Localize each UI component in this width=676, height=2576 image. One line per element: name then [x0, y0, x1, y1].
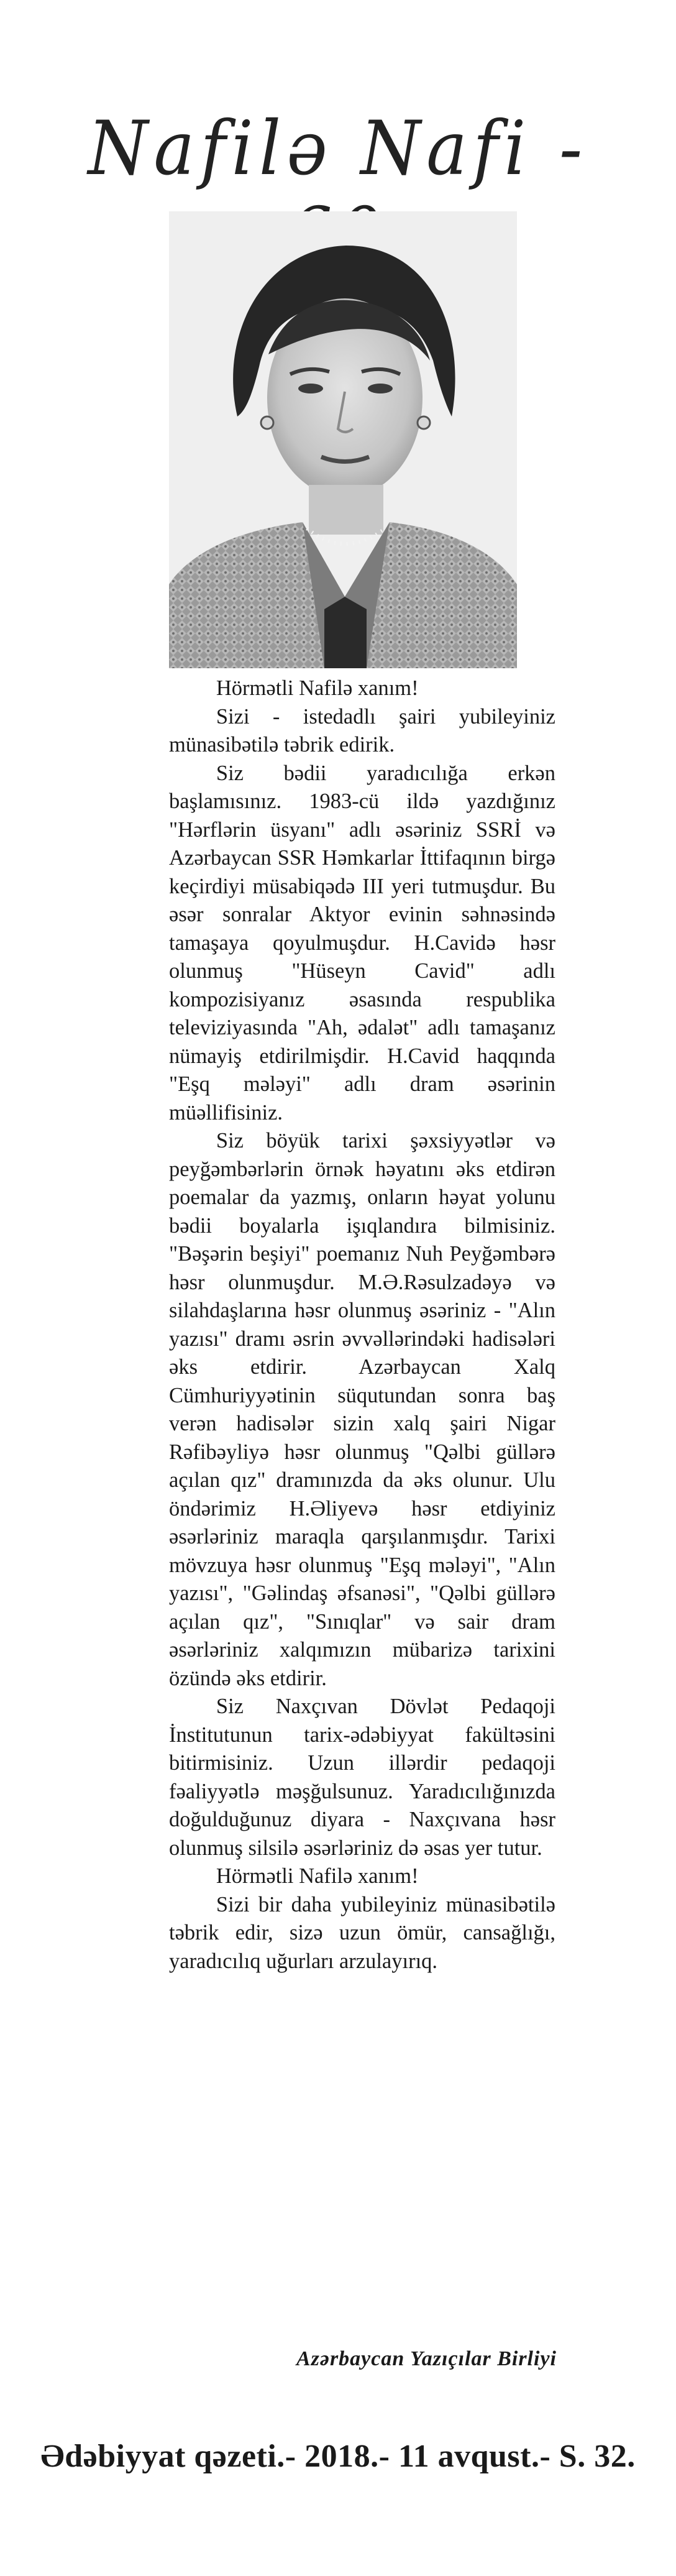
greeting-paragraph: Hörmətli Nafilə xanım!: [216, 676, 419, 700]
source-citation: Ədəbiyyat qəzeti.- 2018.- 11 avqust.- S. 32.: [40, 2439, 636, 2474]
portrait-illustration: [169, 211, 517, 668]
portrait-photo: [169, 211, 517, 668]
closing-greeting-paragraph: Hörmətli Nafilə xanım!: [216, 1864, 419, 1888]
article-paragraph: Sizi bir daha yubileyiniz münasibətilə təbrik edir, sizə uzun ömür, cansağlığı, yaradıcılıq uğurları arzulayırıq.: [169, 1892, 555, 1973]
article-paragraph: Siz bədii yaradıcılığa erkən başlamısınız. 1983-cü ildə yazdığınız "Hərflərin üsyanı" adlı əsəriniz SSRİ və Azərbaycan SSR Həmkarlar İttifaqının birgə keçirdiyi müsabiqədə III yeri tutmuşdur. Bu əsər sonralar Aktyor evinin səhnəsində tamaşaya qoyulmuşdur. H.Cavidə həsr olunmuş "Hüseyn Cavid" adlı kompozisiyanız əsasında respublika televiziyasında "Ah, ədalət" adlı tamaşanız nümayiş etdirilmişdir. H.Cavid haqqında "Eşq mələyi" adlı dram əsərinin müəllifisiniz.: [169, 761, 555, 1125]
page-title: Nafilə Nafi -: [88, 106, 588, 192]
article-paragraph: Siz böyük tarixi şəxsiyyətlər və peyğəmbərlərin örnək həyatını əks etdirən poemalar da yazmış, onların həyat yolunu bədii boyalarla işıqlandıra bilmisiniz. "Bəşərin beşiyi" poemanız Nuh Peyğəmbərə həsr olunmuşdur. M.Ə.Rəsulzadəyə və silahdaşlarına həsr olunmuş əsəriniz - "Alın yazısı" dramı əsrin əvvəllərindəki hadisələri əks etdirir. Azərbaycan Xalq Cümhuriyyətinin süqutundan sonra baş verən hadisələr sizin xalq şairi Nigar Rəfibəyliyə həsr olunmuş "Qəlbi güllərə açılan qız" dramınızda da əks olunur. Ulu öndərimiz H.Əliyevə həsr etdiyiniz əsərləriniz maraqla qarşılanmışdır. Tarixi mövzuya həsr olunmuş "Eşq mələyi", "Alın yazısı", "Gəlindaş əfsanəsi", "Qəlbi güllərə açılan qız", "Sınıqlar" və sair dram əsərləriniz xalqımızın mübarizə tarixini özündə əks etdirir.: [169, 1129, 555, 1690]
article-paragraph: Sizi - istedadlı şairi yubileyiniz münasibətilə təbrik edirik.: [169, 704, 555, 757]
article-body: [169, 674, 555, 1976]
article-paragraph: Siz Naxçıvan Dövlət Pedaqoji İnstitutunun tarix-ədəbiyyat fakültəsini bitirmisiniz. Uzun illərdir pedaqoji fəaliyyətlə məşğulsunuz. Yaradıcılığınızda doğulduğunuz diyara - Naxçıvana həsr olunmuş silsilə əsərləriniz də əsas yer tutur.: [169, 1695, 555, 1860]
author-signature: Azərbaycan Yazıçılar Birliyi: [296, 2347, 557, 2370]
